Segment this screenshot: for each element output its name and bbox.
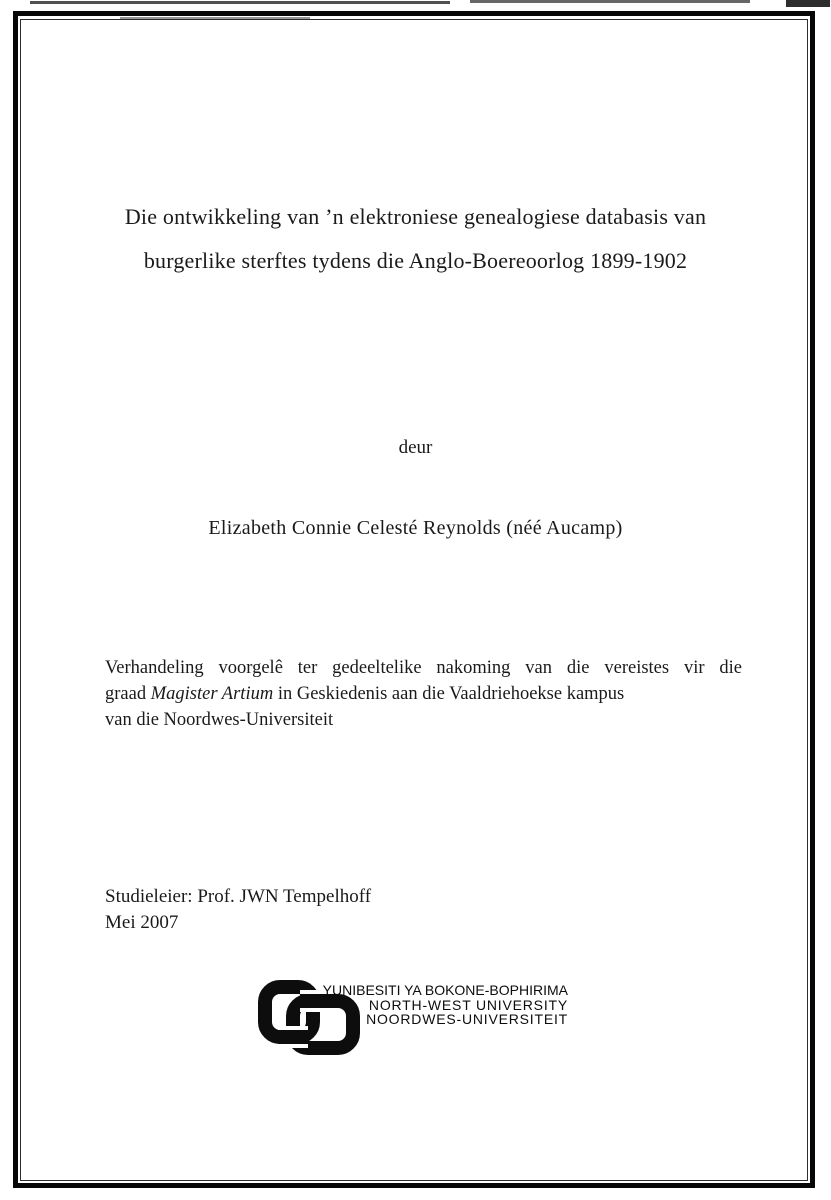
byline-deur: deur — [398, 437, 433, 458]
degree-statement-line2-post: in Geskiedenis aan die Vaaldriehoekse kampus — [277, 684, 625, 704]
scan-artifact — [30, 1, 450, 4]
logo-line-setswana: YUNIBESITI YA BOKONE-BOPHIRIMA — [322, 982, 568, 998]
date-line: Mei 2007 — [105, 912, 179, 933]
author-name: Elizabeth Connie Celesté Reynolds (néé Aucamp) — [208, 517, 623, 539]
logo-line-english: NORTH-WEST UNIVERSITY — [368, 996, 568, 1013]
thesis-title — [50, 195, 781, 283]
degree-statement — [105, 655, 742, 733]
degree-statement-line1: Verhandeling voorgelê ter gedeeltelike nakoming van die vereistes vir die — [105, 658, 742, 678]
logo-line-afrikaans: NOORDWES-UNIVERSITEIT — [366, 1011, 568, 1028]
supervisor-line: Studieleier: Prof. JWN Tempelhoff — [105, 886, 372, 907]
scan-artifact — [470, 0, 750, 3]
scan-artifact — [786, 0, 830, 7]
degree-statement-line2-pre: graad — [105, 684, 147, 704]
supervisor-block — [105, 884, 371, 936]
nwu-logo — [258, 978, 568, 1055]
degree-statement-line2 — [105, 681, 742, 707]
thesis-title-line2: burgerlike sterftes tydens die Anglo-Boereoorlog 1899-1902 — [143, 248, 688, 273]
nwu-logo-text — [323, 983, 568, 1027]
degree-name-italic: Magister Artium — [150, 684, 274, 704]
thesis-title-line1: Die ontwikkeling van ’n elektroniese genealogiese databasis van — [124, 204, 707, 229]
degree-statement-line3: van die Noordwes-Universiteit — [105, 710, 334, 730]
